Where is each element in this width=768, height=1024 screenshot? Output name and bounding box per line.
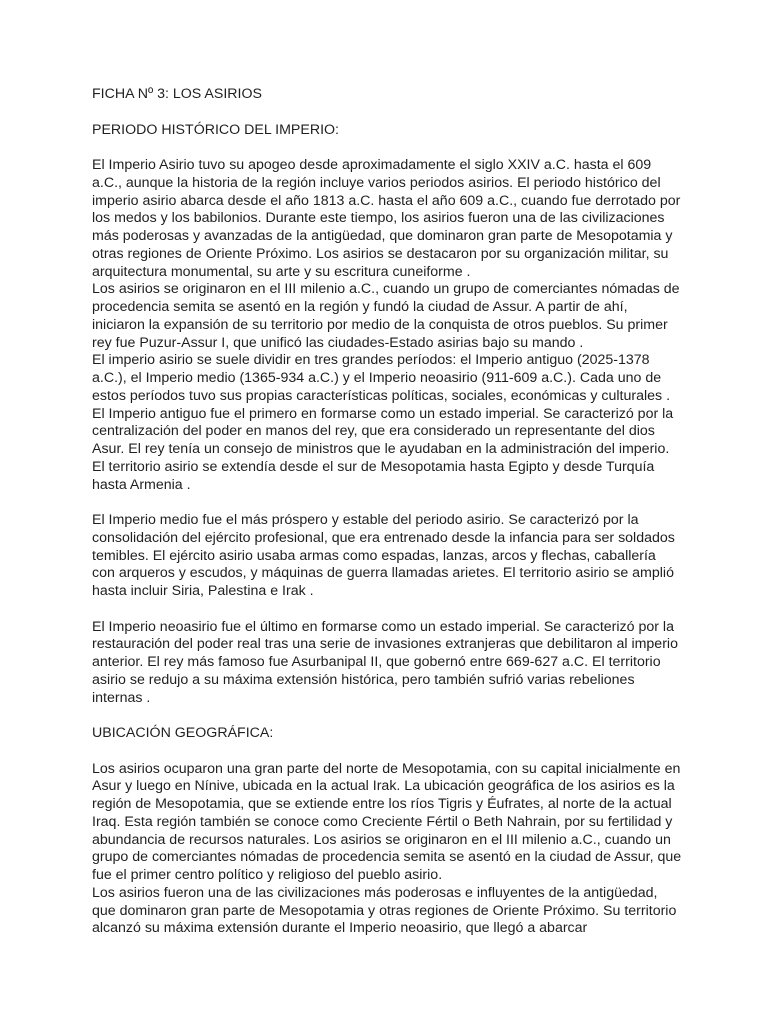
section-heading-periodo: PERIODO HISTÓRICO DEL IMPERIO: (92, 121, 339, 138)
paragraph-apogeo: El Imperio Asirio tuvo su apogeo desde aproximadamente el siglo XXIV a.C. hasta el 609 a.C., aunque la historia de la región incluye varios periodos asirios. El periodo histórico del imperio asirio abarca desde el año 1813 a.C. hasta el año 609 a.C., cuando fue derrotado por los medos y los babilonios. Durante este tiempo, los asirios fueron una de las civilizaciones más poderosas y avanzadas de la antigüedad, que dominaron gran parte de Mesopotamia y otras regiones de Oriente Próximo. Los asirios se destacaron por su organización militar, su arquitectura monumental, su arte y su escritura cuneiforme . (92, 157, 681, 280)
spacer (92, 104, 682, 122)
section-heading-ubicacion: UBICACIÓN GEOGRÁFICA: (92, 725, 274, 741)
paragraph-imperio-medio: El Imperio medio fue el más próspero y estable del periodo asirio. Se caracterizó por la consolidación del ejército profesional, que era entrenado desde la infancia para ser soldados temibles. El ejército asirio usaba armas como espadas, lanzas, arcos y flechas, caballería con arqueros y escudos, y máquinas de guerra llamadas arietes. El territorio asirio se amplió hasta incluir Siria, Palestina e Irak . (92, 512, 675, 599)
document-title: FICHA Nº 3: LOS ASIRIOS (92, 86, 262, 102)
spacer (92, 494, 682, 512)
document-body (92, 86, 682, 938)
spacer (92, 743, 682, 761)
paragraph-ubicacion: Los asirios ocuparon una gran parte del norte de Mesopotamia, con su capital inicialmente en Asur y luego en Nínive, ubicada en la actual Irak. La ubicación geográfica de los asirios es la región de Mesopotamia, que se extiende entre los ríos Tigris y Éufrates, al norte de la actual Iraq. Esta región también se conoce como Creciente Fértil o Beth Nahrain, por su fertilidad y abundancia de recursos naturales. Los asirios se originaron en el III milenio a.C., cuando un grupo de comerciantes nómadas de procedencia semita se asentó en la ciudad de Assur, que fue el primer centro político y religioso del pueblo asirio. (92, 760, 682, 883)
paragraph-imperio-antiguo: El Imperio antiguo fue el primero en formarse como un estado imperial. Se caracterizó por la centralización del poder en manos del rey, que era considerado un representante del dios Asur. El rey tenía un consejo de ministros que le ayudaban en la administración del imperio. El territorio asirio se extendía desde el sur de Mesopotamia hasta Egipto y desde Turquía hasta Armenia . (92, 405, 674, 493)
spacer (92, 707, 682, 725)
paragraph-periodos: El imperio asirio se suele dividir en tres grandes períodos: el Imperio antiguo (2025-1378 a.C.), el Imperio medio (1365-934 a.C.) y el Imperio neoasirio (911-609 a.C.). Cada uno de estos períodos tuvo sus propias características políticas, sociales, económicas y culturales . (92, 352, 671, 404)
paragraph-influencia: Los asirios fueron una de las civilizaciones más poderosas e influyentes de la antigüedad, que dominaron gran parte de Mesopotamia y otras regiones de Oriente Próximo. Su territorio alcanzó su máxima extensión durante el Imperio neoasirio, que llegó a abarcar (92, 884, 677, 937)
paragraph-imperio-neoasirio: El Imperio neoasirio fue el último en formarse como un estado imperial. Se caracterizó por la restauración del poder real tras una serie de invasiones extranjeras que debilitaron al imperio anterior. El rey más famoso fue Asurbanipal II, que gobernó entre 669-627 a.C. El territorio asirio se redujo a su máxima extensión histórica, pero también sufrió varias rebeliones internas . (92, 618, 678, 706)
paragraph-origen: Los asirios se originaron en el III milenio a.C., cuando un grupo de comerciantes nómadas de procedencia semita se asentó en la región y fundó la ciudad de Assur. A partir de ahí, iniciaron la expansión de su territorio por medio de la conquista de otros pueblos. Su primer rey fue Puzur-Assur I, que unificó las ciudades-Estado asirias bajo su mando . (92, 281, 680, 351)
spacer (92, 601, 682, 619)
spacer (92, 139, 682, 157)
